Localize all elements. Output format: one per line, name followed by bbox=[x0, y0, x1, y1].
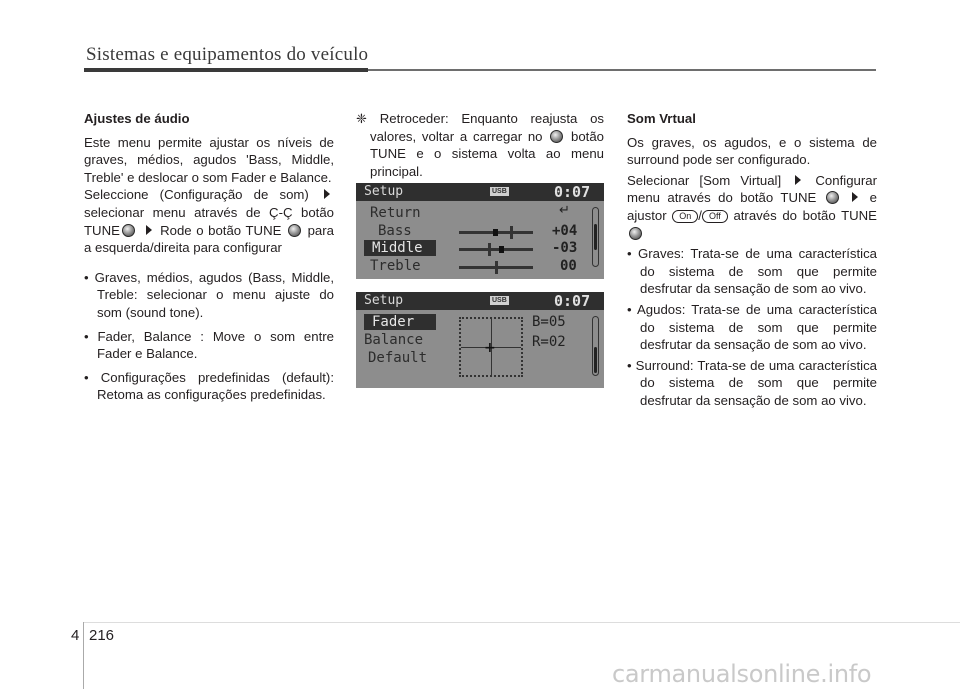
lcd-title: Setup bbox=[364, 293, 404, 308]
column-note bbox=[356, 110, 604, 180]
column-virtual-sound bbox=[627, 110, 877, 410]
tune-knob-icon bbox=[288, 224, 301, 237]
lcd-scrollbar-thumb bbox=[594, 347, 597, 373]
menu-item-middle: Middle bbox=[364, 240, 436, 256]
watermark: carmanualsonline.info bbox=[612, 660, 872, 688]
bullet-default: • Configurações predefinidas (default): Retoma as configurações predefinidas. bbox=[84, 369, 334, 403]
text-virtual-a: Selecionar [Som Virtual] bbox=[627, 172, 782, 188]
slider-thumb bbox=[510, 226, 513, 239]
slider-thumb bbox=[495, 261, 498, 274]
paragraph-select bbox=[84, 186, 334, 256]
bullet-agudos: • Agudos: Trata-se de uma característica do sistema de som que permite desfrutar da sensação de som ao vivo. bbox=[627, 301, 877, 353]
lcd-title: Setup bbox=[364, 184, 404, 199]
page-number: 216 bbox=[89, 627, 115, 644]
column-audio-settings bbox=[84, 110, 334, 404]
position-marker-icon: + bbox=[484, 340, 496, 356]
menu-item-treble: Treble bbox=[370, 258, 421, 274]
menu-item-fader: Fader bbox=[364, 314, 436, 330]
bullet-tone: • Graves, médios, agudos (Bass, Middle, Treble: selecionar o menu ajuste do som (sound tone). bbox=[84, 269, 334, 320]
note-return bbox=[356, 110, 604, 180]
slider-marker bbox=[499, 246, 504, 253]
tune-knob-icon bbox=[550, 130, 563, 143]
tune-knob-icon bbox=[122, 224, 135, 237]
page-header-title: Sistemas e equipamentos do veículo bbox=[86, 44, 369, 65]
menu-item-bass: Bass bbox=[378, 223, 412, 239]
bullet-graves: • Graves: Trata-se de uma característica do sistema de som que permite desfrutar da sensação de som ao vivo. bbox=[627, 246, 877, 297]
text-select-b: selecionar menu através de Ç-Ç botão TUNE bbox=[84, 204, 334, 238]
arrow-right-icon bbox=[324, 189, 330, 199]
text-virtual-b: Configurar menu através do botão TUNE bbox=[627, 172, 877, 206]
return-arrow-icon: ↵ bbox=[559, 203, 570, 218]
value-b: B=05 bbox=[532, 314, 566, 330]
paragraph-virtual-intro: Os graves, os agudos, e o sistema de surround pode ser configurado. bbox=[627, 134, 877, 168]
lcd-title-bar bbox=[356, 292, 604, 310]
note-text-b: botão TUNE e o sistema volta ao menu principal. bbox=[370, 128, 605, 179]
usb-badge: USB bbox=[492, 297, 507, 304]
lcd-screen-fader bbox=[356, 292, 604, 388]
arrow-right-icon bbox=[795, 175, 801, 185]
footer-rule bbox=[84, 622, 960, 623]
value-bass: +04 bbox=[552, 223, 578, 239]
text-select-d: para a esquerda/direita para configurar bbox=[84, 222, 334, 256]
note-text-a: Retroceder: Enquanto reajusta os valores, voltar a carregar no bbox=[370, 111, 604, 144]
lcd-title-bar bbox=[356, 183, 604, 201]
slider-thumb bbox=[488, 243, 491, 256]
lcd-scrollbar bbox=[592, 316, 599, 376]
menu-item-default: Default bbox=[368, 350, 428, 366]
slash: / bbox=[698, 207, 702, 223]
lcd-clock: 0:07 bbox=[554, 183, 591, 201]
lcd-scrollbar-thumb bbox=[594, 224, 597, 250]
text-virtual-c: e ajustor bbox=[627, 190, 877, 223]
bullet-surround: • Surround: Trata-se de uma característica do sistema de som que permite desfrutar da sensação de som ao vivo. bbox=[627, 357, 877, 408]
tune-knob-icon bbox=[629, 227, 642, 240]
footer-divider bbox=[83, 622, 84, 689]
section-heading-virtual: Som Vrtual bbox=[627, 111, 696, 126]
menu-item-return: Return bbox=[370, 205, 421, 221]
header-rule-dark bbox=[84, 68, 368, 72]
on-button-icon: On bbox=[672, 210, 698, 223]
paragraph-intro: Este menu permite ajustar os níveis de graves, médios, agudos 'Bass, Middle, Treble' e deslocar o som Fader e Balance. bbox=[84, 134, 334, 185]
tune-knob-icon bbox=[826, 191, 839, 204]
usb-badge: USB bbox=[492, 188, 507, 195]
value-r: R=02 bbox=[532, 334, 566, 350]
value-middle: -03 bbox=[552, 240, 578, 256]
paragraph-virtual-select bbox=[627, 172, 877, 242]
lcd-scrollbar bbox=[592, 207, 599, 267]
text-select-c: Rode o botão TUNE bbox=[160, 222, 282, 238]
fader-balance-grid bbox=[459, 317, 523, 377]
menu-item-balance: Balance bbox=[364, 332, 424, 348]
text-select-a: Seleccione (Configuração de som) bbox=[84, 187, 309, 203]
value-treble: 00 bbox=[560, 258, 577, 274]
bullet-fader: • Fader, Balance : Move o som entre Fader e Balance. bbox=[84, 328, 334, 362]
slider-treble bbox=[459, 266, 533, 269]
off-button-icon: Off bbox=[702, 210, 728, 223]
lcd-screen-tone bbox=[356, 183, 604, 279]
arrow-right-icon bbox=[852, 192, 858, 202]
slider-bass bbox=[459, 231, 533, 234]
header-rule-light bbox=[368, 69, 876, 71]
text-virtual-d: através do botão TUNE bbox=[733, 207, 877, 223]
arrow-right-icon bbox=[146, 225, 152, 235]
lcd-clock: 0:07 bbox=[554, 292, 591, 310]
note-symbol: ❈ bbox=[356, 111, 368, 126]
slider-middle bbox=[459, 248, 533, 251]
slider-marker bbox=[493, 229, 498, 236]
chapter-number: 4 bbox=[71, 627, 80, 644]
section-heading-audio: Ajustes de áudio bbox=[84, 111, 190, 126]
